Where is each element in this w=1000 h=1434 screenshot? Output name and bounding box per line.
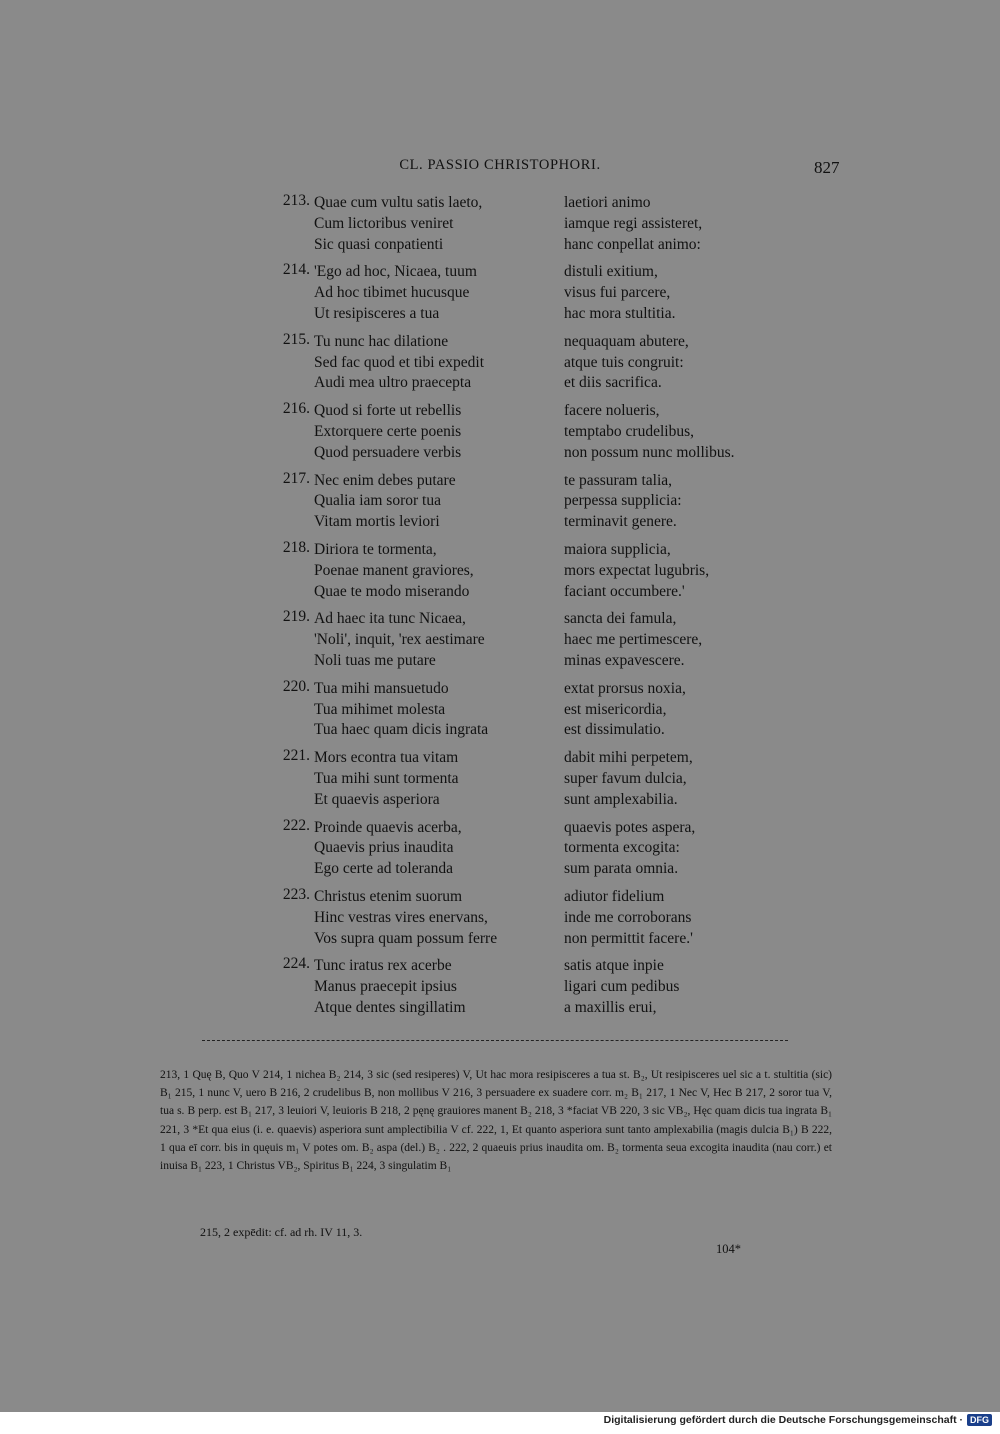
verse-first-half: Tua haec quam dicis ingrata [314, 721, 489, 739]
stanza-number: 213. [282, 192, 310, 209]
verse-first-half: Vitam mortis leviori [314, 513, 440, 531]
stanza-number: 216. [282, 400, 310, 418]
stanza-number: 219. [282, 608, 310, 626]
verse-second-half: et diis sacrifica. [564, 374, 662, 392]
stanza-number: 221. [282, 747, 310, 765]
verse-second-half: dabit mihi perpetem, [564, 749, 693, 767]
verse-second-half: est misericordia, [564, 700, 667, 718]
verse-second-half: ligari cum pedibus [564, 978, 680, 996]
verse-second-half: quaevis potes aspera, [564, 818, 696, 836]
verse-second-half: minas expavescere. [564, 651, 685, 669]
stanza-number: 217. [282, 469, 310, 487]
verse-first-half: Quod si forte ut rebellis [314, 402, 462, 420]
apparatus-text: 213, 1 Quę B, Quo V 214, 1 nichea B₂ 214, 3 sic (sed resiperes) V, Ut hac mora resipisceres a tua st. B₂, Ut resipisceres uel sic a t. stultitia (sic) B₁ 215, 1 nunc V, uero B 216, 2 crudelibus B, non mollibus V 216, 3 persuadere ex suadere corr. m₂ B₁ 217, 1 Nec V, Hec B 217, 2 soror tua V, tua s. B perp. est B₁ 217, 3 leuiori V, leuioris B 218, 2 pęnę grauiores manent B₂ 218, 3 *faciat VB 220, 3 sic VB₂, Hęc quam dicis tua ingrata B₁ 221, 3 *Et qua eius (i. e. quaevis) asperiora sunt amplectibilia V cf. 222, 1, Et quanto asperiora sunt tanto amplexabilia (magis dulcia B₁) B 222, 1 qua eī corr. bis in quęuis m₁ V potes om. B₂ aspa (del.) B₂ . 222, 2 quaeuis prius inaudita om. B₂ tormenta seua excogita inaudita (nau corr.) et inuisa B₁ 223, 1 Christus VB₂, Spiritus B₁ 224, 3 singulatim B₁ [160, 1069, 832, 1173]
stanza [0, 400, 1000, 469]
verse-first-half: Ad hoc tibimet hucusque [314, 284, 470, 302]
verse-first-half: Vos supra quam possum ferre [314, 929, 498, 947]
verse-first-half: Tua mihi sunt tormenta [314, 769, 459, 787]
verse-second-half: maiora supplicia, [564, 540, 671, 558]
stanza-number: 224. [282, 955, 310, 973]
stanza-number: 223. [282, 885, 310, 903]
verse-second-half: non possum nunc mollibus. [564, 443, 735, 461]
stanza [0, 747, 1000, 816]
poem-stanzas [0, 192, 1000, 1025]
verse-first-half: Ad haec ita tunc Nicaea, [314, 610, 466, 628]
verse-second-half: temptabo crudelibus, [564, 422, 694, 440]
sheet-signature: 104* [716, 1242, 741, 1256]
verse-first-half: Sic quasi conpatienti [314, 235, 444, 253]
verse-first-half: Extorquere certe poenis [314, 422, 462, 440]
verse-second-half: terminavit genere. [564, 513, 677, 531]
verse-second-half: faciant occumbere.' [564, 582, 685, 600]
verse-second-half: iamque regi assisteret, [564, 214, 703, 232]
verse-first-half: Quae te modo miserando [314, 582, 470, 600]
verse-second-half: super favum dulcia, [564, 769, 687, 787]
verse-first-half: 'Noli', inquit, 'rex aestimare [314, 631, 485, 649]
verse-second-half: laetiori animo [564, 194, 651, 211]
stanza [0, 608, 1000, 677]
verse-second-half: nequaquam abutere, [564, 332, 689, 350]
verse-second-half: a maxillis erui, [564, 998, 657, 1016]
verse-second-half: adiutor fidelium [564, 887, 665, 905]
stanza-number: 218. [282, 538, 310, 556]
stanza-number: 222. [282, 816, 310, 834]
stanza-number: 214. [282, 261, 310, 279]
verse-first-half: Tu nunc hac dilatione [314, 332, 449, 350]
verse-first-half: Ego certe ad toleranda [314, 860, 453, 878]
verse-first-half: Proinde quaevis acerba, [314, 818, 462, 836]
verse-second-half: facere nolueris, [564, 402, 660, 420]
footnote-rule [202, 1040, 788, 1041]
verse-first-half: Cum lictoribus veniret [314, 214, 454, 232]
verse-second-half: sum parata omnia. [564, 860, 679, 878]
stanza-number: 215. [282, 330, 310, 348]
verse-second-half: hanc conpellat animo: [564, 235, 701, 253]
verse-second-half: haec me pertimescere, [564, 631, 703, 649]
verse-first-half: Hinc vestras vires enervans, [314, 908, 488, 926]
stanza [0, 886, 1000, 955]
stanza [0, 331, 1000, 400]
verse-second-half: sancta dei famula, [564, 610, 677, 628]
critical-apparatus [160, 1066, 832, 1175]
metrical-note: 215, 2 expēdit: cf. ad rh. IV 11, 3. [200, 1225, 363, 1239]
verse-second-half: te passuram talia, [564, 471, 673, 489]
footer-text: Digitalisierung gefördert durch die Deutsche Forschungsgemeinschaft · [603, 1414, 963, 1426]
verse-second-half: hac mora stultitia. [564, 304, 676, 322]
verse-second-half: distuli exitium, [564, 263, 658, 281]
verse-first-half: Quod persuadere verbis [314, 443, 462, 461]
stanza-number: 220. [282, 677, 310, 695]
verse-first-half: Sed fac quod et tibi expedit [314, 353, 485, 371]
verse-first-half: Manus praecepit ipsius [314, 978, 457, 996]
stanza [0, 192, 1000, 261]
running-title: CL. PASSIO CHRISTOPHORI. [399, 157, 601, 173]
verse-first-half: Quae cum vultu satis laeto, [314, 194, 483, 211]
digitization-footer [604, 1414, 992, 1426]
verse-first-half: Poenae manent graviores, [314, 561, 474, 579]
verse-first-half: Tua mihi mansuetudo [314, 679, 449, 697]
dfg-logo-icon: DFG [967, 1414, 992, 1426]
verse-second-half: perpessa supplicia: [564, 492, 682, 510]
page-number: 827 [814, 158, 840, 177]
verse-first-half: Noli tuas me putare [314, 651, 436, 669]
verse-first-half: 'Ego ad hoc, Nicaea, tuum [314, 263, 477, 281]
verse-first-half: Audi mea ultro praecepta [314, 374, 472, 392]
stanza [0, 678, 1000, 747]
verse-first-half: Christus etenim suorum [314, 887, 463, 905]
verse-second-half: mors expectat lugubris, [564, 561, 710, 579]
stanza [0, 470, 1000, 539]
verse-first-half: Tunc iratus rex acerbe [314, 957, 452, 975]
verse-first-half: Qualia iam soror tua [314, 492, 441, 510]
verse-second-half: tormenta excogita: [564, 839, 680, 857]
stanza [0, 261, 1000, 330]
verse-second-half: non permittit facere.' [564, 929, 693, 947]
verse-first-half: Tua mihimet molesta [314, 700, 446, 718]
verse-first-half: Ut resipisceres a tua [314, 304, 440, 322]
verse-second-half: visus fui parcere, [564, 284, 671, 302]
verse-first-half: Mors econtra tua vitam [314, 749, 459, 767]
verse-first-half: Diriora te tormenta, [314, 540, 437, 558]
verse-second-half: satis atque inpie [564, 957, 664, 975]
stanza [0, 955, 1000, 1024]
verse-second-half: sunt amplexabilia. [564, 790, 678, 808]
verse-second-half: est dissimulatio. [564, 721, 665, 739]
verse-second-half: inde me corroborans [564, 908, 692, 926]
stanza [0, 817, 1000, 886]
stanza [0, 539, 1000, 608]
verse-second-half: atque tuis congruit: [564, 353, 684, 371]
verse-first-half: Quaevis prius inaudita [314, 839, 454, 857]
verse-first-half: Nec enim debes putare [314, 471, 456, 489]
verse-second-half: extat prorsus noxia, [564, 679, 686, 697]
verse-first-half: Et quaevis asperiora [314, 790, 440, 808]
verse-first-half: Atque dentes singillatim [314, 998, 466, 1016]
